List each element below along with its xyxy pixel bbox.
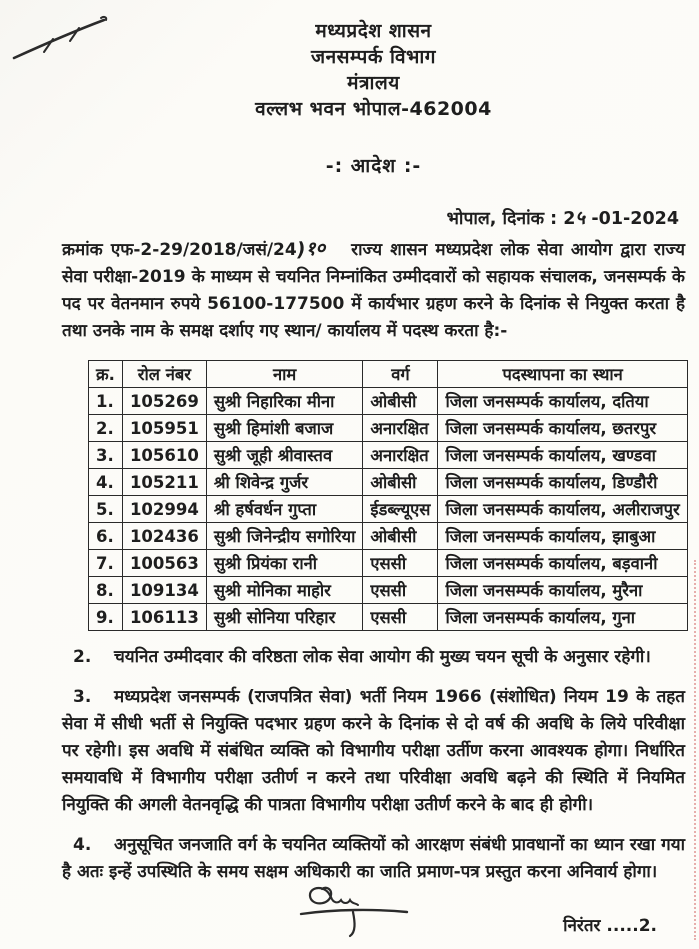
cell-posting: जिला जनसम्पर्क कार्यालय, छतरपुर bbox=[438, 415, 687, 442]
cell-name: सुश्री हिमांशी बजाज bbox=[206, 415, 363, 442]
opening-paragraph-text: राज्य शासन मध्यप्रदेश लोक सेवा आयोग द्वारा राज्य सेवा परीक्षा-2019 के माध्यम से चयनित निम्नांकित उम्मीदवारों को सहायक संचालक, जनसम्पर्क के पद पर वेतनमान रुपये 56100-177500 में कार्यभार ग्रहण करने के दिनांक से नियुक्त करता है तथा उनके नाम के समक्ष दर्शाए गए स्थान/ कार्यालय में पदस्थ करता है:- bbox=[62, 240, 685, 341]
letterhead-line-address: वल्लभ भवन भोपाल-462004 bbox=[255, 98, 492, 120]
cell-name: सुश्री मोनिका माहोर bbox=[206, 577, 363, 604]
cell-serial: 4. bbox=[89, 469, 123, 496]
cell-posting: जिला जनसम्पर्क कार्यालय, झाबुआ bbox=[438, 523, 687, 550]
cell-name: श्री हर्षवर्धन गुप्ता bbox=[206, 496, 363, 523]
table-row bbox=[89, 415, 688, 442]
letterhead-line-ministry: मंत्रालय bbox=[347, 72, 400, 94]
cell-category: ओबीसी bbox=[363, 469, 438, 496]
scan-artifact-line bbox=[694, 560, 696, 940]
cell-roll: 100563 bbox=[122, 550, 206, 577]
cell-serial: 2. bbox=[89, 415, 123, 442]
table-row bbox=[89, 577, 688, 604]
cell-name: श्री शिवेन्द्र गुर्जर bbox=[206, 469, 363, 496]
clause-text: मध्यप्रदेश जनसम्पर्क (राजपत्रित सेवा) भर्ती नियम 1966 (संशोधित) नियम 19 के तहत सेवा में सीधी भर्ती से नियुक्ति पदभार ग्रहण करने के दिनांक से दो वर्ष की अवधि के लिये परिवीक्षा पर रहेगी। इस अवधि में संबंधित व्यक्ति को विभागीय परीक्षा उर्तीण करना आवश्यक होगा। निर्धारित समयावधि में विभागीय परीक्षा उतीर्ण न करने तथा परिवीक्षा अवधि बढ़ने की स्थिति में नियमित नियुक्ति की अगली वेतनवृद्धि की पात्रता विभागीय परीक्षा उतीर्ण करने के बाद ही होगी। bbox=[62, 687, 685, 815]
reference-number: क्रमांक एफ-2-29/2018/जसं/24 bbox=[62, 240, 297, 260]
table-row bbox=[89, 388, 688, 415]
place-date-line bbox=[62, 204, 685, 230]
col-header-posting-place: पदस्थापना का स्थान bbox=[438, 361, 687, 388]
cell-name: सुश्री जिनेन्द्रीय सगोरिया bbox=[206, 523, 363, 550]
cell-name: सुश्री सोनिया परिहार bbox=[206, 604, 363, 631]
table-row bbox=[89, 523, 688, 550]
cell-category: अनारक्षित bbox=[363, 442, 438, 469]
cell-posting: जिला जनसम्पर्क कार्यालय, मुरैना bbox=[438, 577, 687, 604]
table-row bbox=[89, 604, 688, 631]
letterhead bbox=[62, 18, 685, 122]
col-header-serial: क्र. bbox=[89, 361, 123, 388]
clause-number: 3. bbox=[73, 687, 92, 707]
cell-serial: 7. bbox=[89, 550, 123, 577]
cell-posting: जिला जनसम्पर्क कार्यालय, गुना bbox=[438, 604, 687, 631]
cell-roll: 109134 bbox=[122, 577, 206, 604]
cell-roll: 105610 bbox=[122, 442, 206, 469]
table-row bbox=[89, 550, 688, 577]
cell-serial: 9. bbox=[89, 604, 123, 631]
cell-posting: जिला जनसम्पर्क कार्यालय, बड़वानी bbox=[438, 550, 687, 577]
opening-paragraph bbox=[62, 236, 685, 345]
cell-category: एससी bbox=[363, 577, 438, 604]
cell-serial: 3. bbox=[89, 442, 123, 469]
posting-table bbox=[88, 360, 688, 631]
cell-category: एससी bbox=[363, 604, 438, 631]
cell-category: ओबीसी bbox=[363, 523, 438, 550]
col-header-category: वर्ग bbox=[363, 361, 438, 388]
date-label: भोपाल, दिनांक : 2 bbox=[446, 209, 576, 229]
cell-roll: 105951 bbox=[122, 415, 206, 442]
cell-serial: 6. bbox=[89, 523, 123, 550]
cell-name: सुश्री प्रियंका रानी bbox=[206, 550, 363, 577]
table-row bbox=[89, 442, 688, 469]
cell-roll: 105211 bbox=[122, 469, 206, 496]
cell-posting: जिला जनसम्पर्क कार्यालय, खण्डवा bbox=[438, 442, 687, 469]
cell-name: सुश्री निहारिका मीना bbox=[206, 388, 363, 415]
cell-category: ईडब्ल्यूएस bbox=[363, 496, 438, 523]
col-header-roll-number: रोल नंबर bbox=[122, 361, 206, 388]
cell-category: ओबीसी bbox=[363, 388, 438, 415]
handwritten-ref-mark: )१० bbox=[295, 237, 326, 261]
clause-text: चयनित उम्मीदवार की वरिष्ठता लोक सेवा आयोग की मुख्य चयन सूची के अनुसार रहेगी। bbox=[114, 647, 651, 667]
table-row bbox=[89, 469, 688, 496]
cell-serial: 5. bbox=[89, 496, 123, 523]
col-header-name: नाम bbox=[206, 361, 363, 388]
signature-icon bbox=[295, 878, 423, 944]
clause-number: 4. bbox=[73, 835, 92, 855]
cell-roll: 102994 bbox=[122, 496, 206, 523]
continuation-note: निरंतर .....2. bbox=[563, 916, 657, 936]
clause-text: अनुसूचित जनजाति वर्ग के चयनित व्यक्तियों को आरक्षण संबंधी प्रावधानों का ध्यान रखा गया है अतः इन्हें उपस्थिति के समय सक्षम अधिकारी का जाति प्रमाण-पत्र प्रस्तुत करना अनिवार्य होगा। bbox=[62, 835, 685, 882]
clause-paragraph-2 bbox=[62, 644, 685, 671]
date-rest: -01-2024 bbox=[585, 209, 679, 229]
clause-paragraph-3 bbox=[62, 684, 685, 819]
cell-roll: 105269 bbox=[122, 388, 206, 415]
clause-number: 2. bbox=[73, 647, 92, 667]
cell-name: सुश्री जूही श्रीवास्तव bbox=[206, 442, 363, 469]
order-title: -: आदेश :- bbox=[325, 155, 422, 177]
cell-posting: जिला जनसम्पर्क कार्यालय, डिण्डौरी bbox=[438, 469, 687, 496]
cell-category: एससी bbox=[363, 550, 438, 577]
letterhead-line-department: जनसम्पर्क विभाग bbox=[310, 46, 436, 68]
cell-serial: 8. bbox=[89, 577, 123, 604]
cell-roll: 106113 bbox=[122, 604, 206, 631]
cell-category: अनारक्षित bbox=[363, 415, 438, 442]
cell-roll: 102436 bbox=[122, 523, 206, 550]
table-row bbox=[89, 496, 688, 523]
handwritten-date-digit: ५ bbox=[574, 206, 587, 230]
letterhead-line-government: मध्यप्रदेश शासन bbox=[315, 20, 432, 42]
cell-posting: जिला जनसम्पर्क कार्यालय, दतिया bbox=[438, 388, 687, 415]
cell-posting: जिला जनसम्पर्क कार्यालय, अलीराजपुर bbox=[438, 496, 687, 523]
table-header-row bbox=[89, 361, 688, 388]
cell-serial: 1. bbox=[89, 388, 123, 415]
